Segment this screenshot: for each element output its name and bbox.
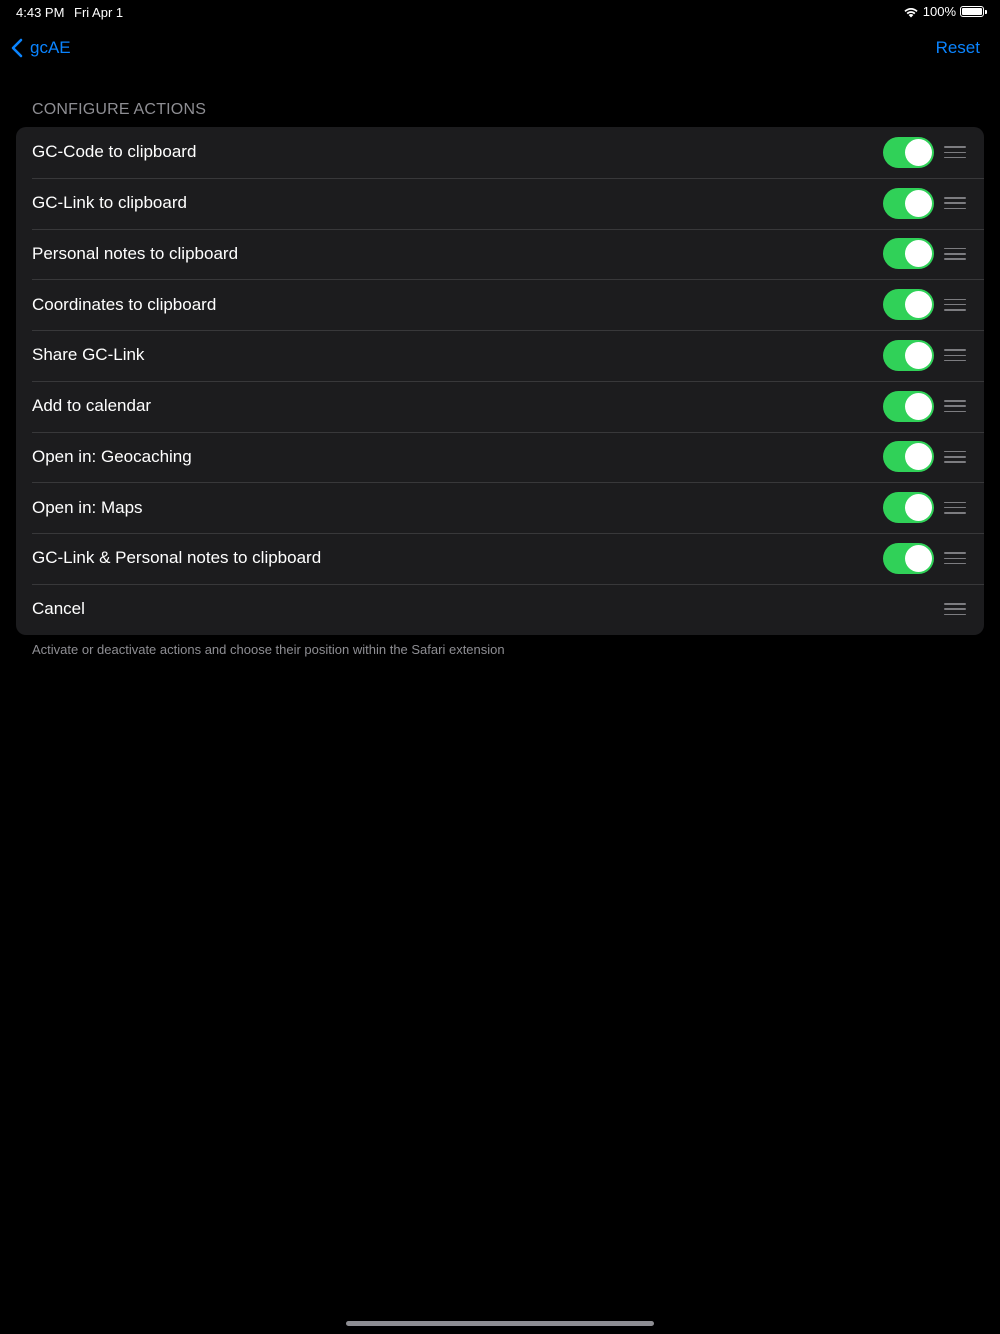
action-label: Open in: Maps <box>32 497 143 517</box>
toggle-knob <box>905 393 932 420</box>
reorder-handle-icon[interactable] <box>944 502 966 514</box>
status-time: 4:43 PM <box>16 5 65 20</box>
navigation-bar <box>0 30 1000 66</box>
reorder-handle-icon[interactable] <box>944 451 966 463</box>
action-label: Coordinates to clipboard <box>32 294 217 314</box>
action-row[interactable] <box>16 279 984 330</box>
toggle-knob <box>905 291 932 318</box>
status-date: Fri Apr 1 <box>74 5 124 20</box>
action-row[interactable] <box>16 127 984 178</box>
toggle-knob <box>905 494 932 521</box>
action-label: GC-Code to clipboard <box>32 142 197 162</box>
reorder-handle-icon[interactable] <box>944 146 966 158</box>
battery-percentage: 100% <box>922 4 956 19</box>
status-indicators <box>903 4 984 19</box>
reorder-handle-icon[interactable] <box>944 400 966 412</box>
toggle-knob <box>905 139 932 166</box>
action-row[interactable] <box>16 178 984 229</box>
home-indicator <box>346 1321 654 1326</box>
action-row[interactable] <box>16 330 984 381</box>
action-toggle[interactable] <box>883 188 934 219</box>
action-row[interactable] <box>16 533 984 584</box>
status-bar <box>0 0 1000 24</box>
battery-icon <box>960 6 984 17</box>
reorder-handle-icon[interactable] <box>944 299 966 311</box>
reset-button[interactable]: Reset <box>935 38 980 57</box>
action-row[interactable] <box>16 229 984 280</box>
reorder-handle-icon[interactable] <box>944 603 966 615</box>
action-label: Add to calendar <box>32 396 152 416</box>
action-toggle[interactable] <box>883 238 934 269</box>
action-toggle[interactable] <box>883 340 934 371</box>
reorder-handle-icon[interactable] <box>944 197 966 209</box>
action-toggle[interactable] <box>883 289 934 320</box>
chevron-left-icon <box>10 38 24 58</box>
toggle-knob <box>905 190 932 217</box>
action-label: GC-Link to clipboard <box>32 193 187 213</box>
toggle-knob <box>905 443 932 470</box>
action-label: Cancel <box>32 599 85 619</box>
reorder-handle-icon[interactable] <box>944 349 966 361</box>
reorder-handle-icon[interactable] <box>944 552 966 564</box>
action-toggle[interactable] <box>883 543 934 574</box>
action-row[interactable] <box>16 381 984 432</box>
action-label: GC-Link & Personal notes to clipboard <box>32 548 322 568</box>
actions-list <box>16 127 984 635</box>
action-row[interactable] <box>16 584 984 635</box>
toggle-knob <box>905 240 932 267</box>
toggle-knob <box>905 342 932 369</box>
action-toggle[interactable] <box>883 492 934 523</box>
action-label: Personal notes to clipboard <box>32 243 239 263</box>
action-label: Share GC-Link <box>32 345 145 365</box>
action-row[interactable] <box>16 482 984 533</box>
back-button-label: gcAE <box>30 38 71 57</box>
action-toggle[interactable] <box>883 137 934 168</box>
action-row[interactable] <box>16 432 984 483</box>
action-toggle[interactable] <box>883 391 934 422</box>
wifi-icon <box>903 6 919 18</box>
section-header: CONFIGURE ACTIONS <box>32 101 207 118</box>
back-button[interactable] <box>10 30 71 66</box>
action-toggle[interactable] <box>883 441 934 472</box>
toggle-knob <box>905 545 932 572</box>
action-label: Open in: Geocaching <box>32 446 192 466</box>
section-footer: Activate or deactivate actions and choose their position within the Safari extension <box>32 642 505 657</box>
reorder-handle-icon[interactable] <box>944 248 966 260</box>
